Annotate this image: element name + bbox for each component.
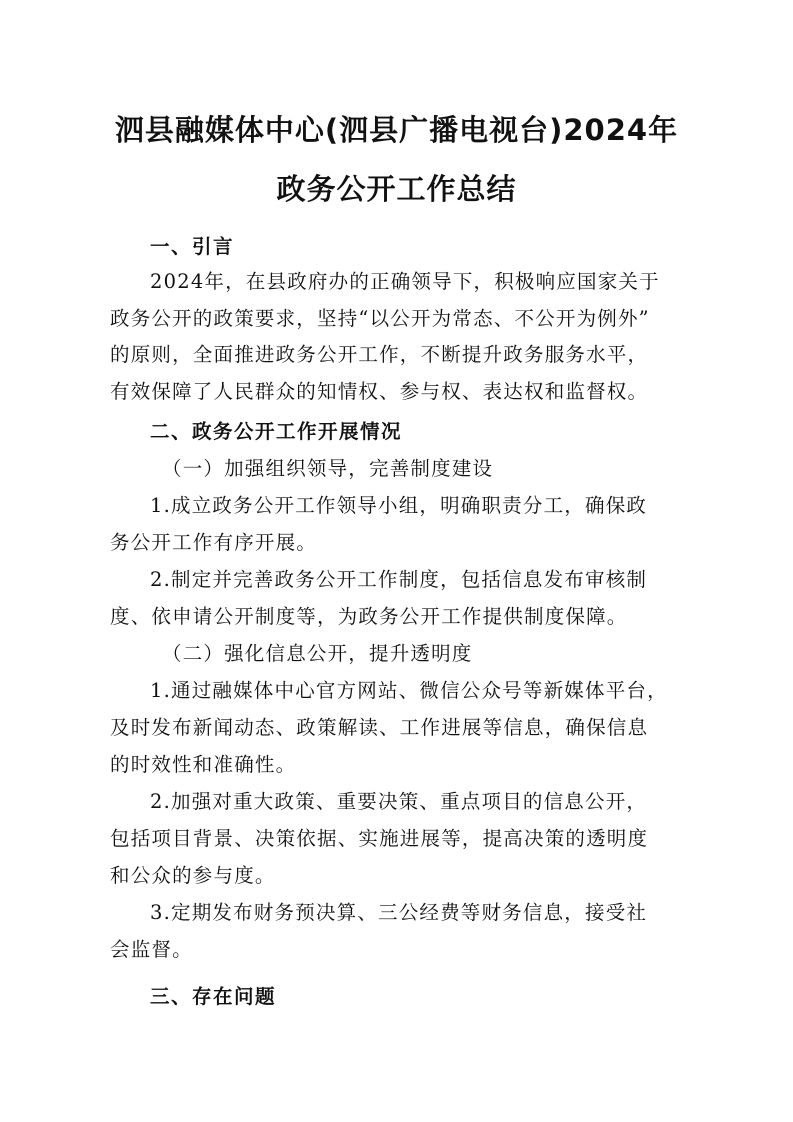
subsection-heading-transparency: （二）强化信息公开，提升透明度	[162, 642, 473, 665]
paragraph-line: 包括项目背景、决策依据、实施进展等，提高决策的透明度	[110, 827, 649, 850]
paragraph-line: 2.制定并完善政务公开工作制度，包括信息发布审核制	[150, 568, 648, 591]
section-heading-problems: 三、存在问题	[150, 985, 277, 1008]
paragraph-line: 有效保障了人民群众的知情权、参与权、表达权和监督权。	[110, 380, 649, 403]
paragraph-line: 和公众的参与度。	[110, 864, 276, 887]
paragraph-line: 1.通过融媒体中心官方网站、微信公众号等新媒体平台，	[150, 679, 668, 702]
document-title-line2: 政务公开工作总结	[276, 172, 517, 206]
paragraph-line: 会监督。	[110, 938, 193, 961]
paragraph-line: 的时效性和准确性。	[110, 753, 297, 776]
document-title-line1: 泗县融媒体中心(泗县广播电视台)2024年	[114, 113, 679, 147]
paragraph-line: 1.成立政务公开工作领导小组，明确职责分工，确保政	[150, 494, 648, 517]
paragraph-line: 度、依申请公开制度等，为政务公开工作提供制度保障。	[110, 605, 628, 628]
paragraph-line: 务公开工作有序开展。	[110, 531, 318, 554]
paragraph-line: 2.加强对重大政策、重要决策、重点项目的信息公开，	[150, 790, 648, 813]
paragraph-line: 3.定期发布财务预决算、三公经费等财务信息，接受社	[150, 901, 648, 924]
paragraph-line: 政务公开的政策要求，坚持“以公开为常态、不公开为例外”	[110, 307, 650, 330]
paragraph-line: 2024年，在县政府办的正确领导下，积极响应国家关于	[150, 270, 660, 293]
paragraph-line: 的原则，全面推进政务公开工作，不断提升政务服务水平，	[110, 343, 649, 366]
section-heading-introduction: 一、引言	[150, 235, 235, 258]
paragraph-line: 及时发布新闻动态、政策解读、工作进展等信息，确保信息	[110, 716, 649, 739]
subsection-heading-organization: （一）加强组织领导，完善制度建设	[162, 457, 494, 480]
section-heading-work-progress: 二、政务公开工作开展情况	[150, 420, 403, 443]
